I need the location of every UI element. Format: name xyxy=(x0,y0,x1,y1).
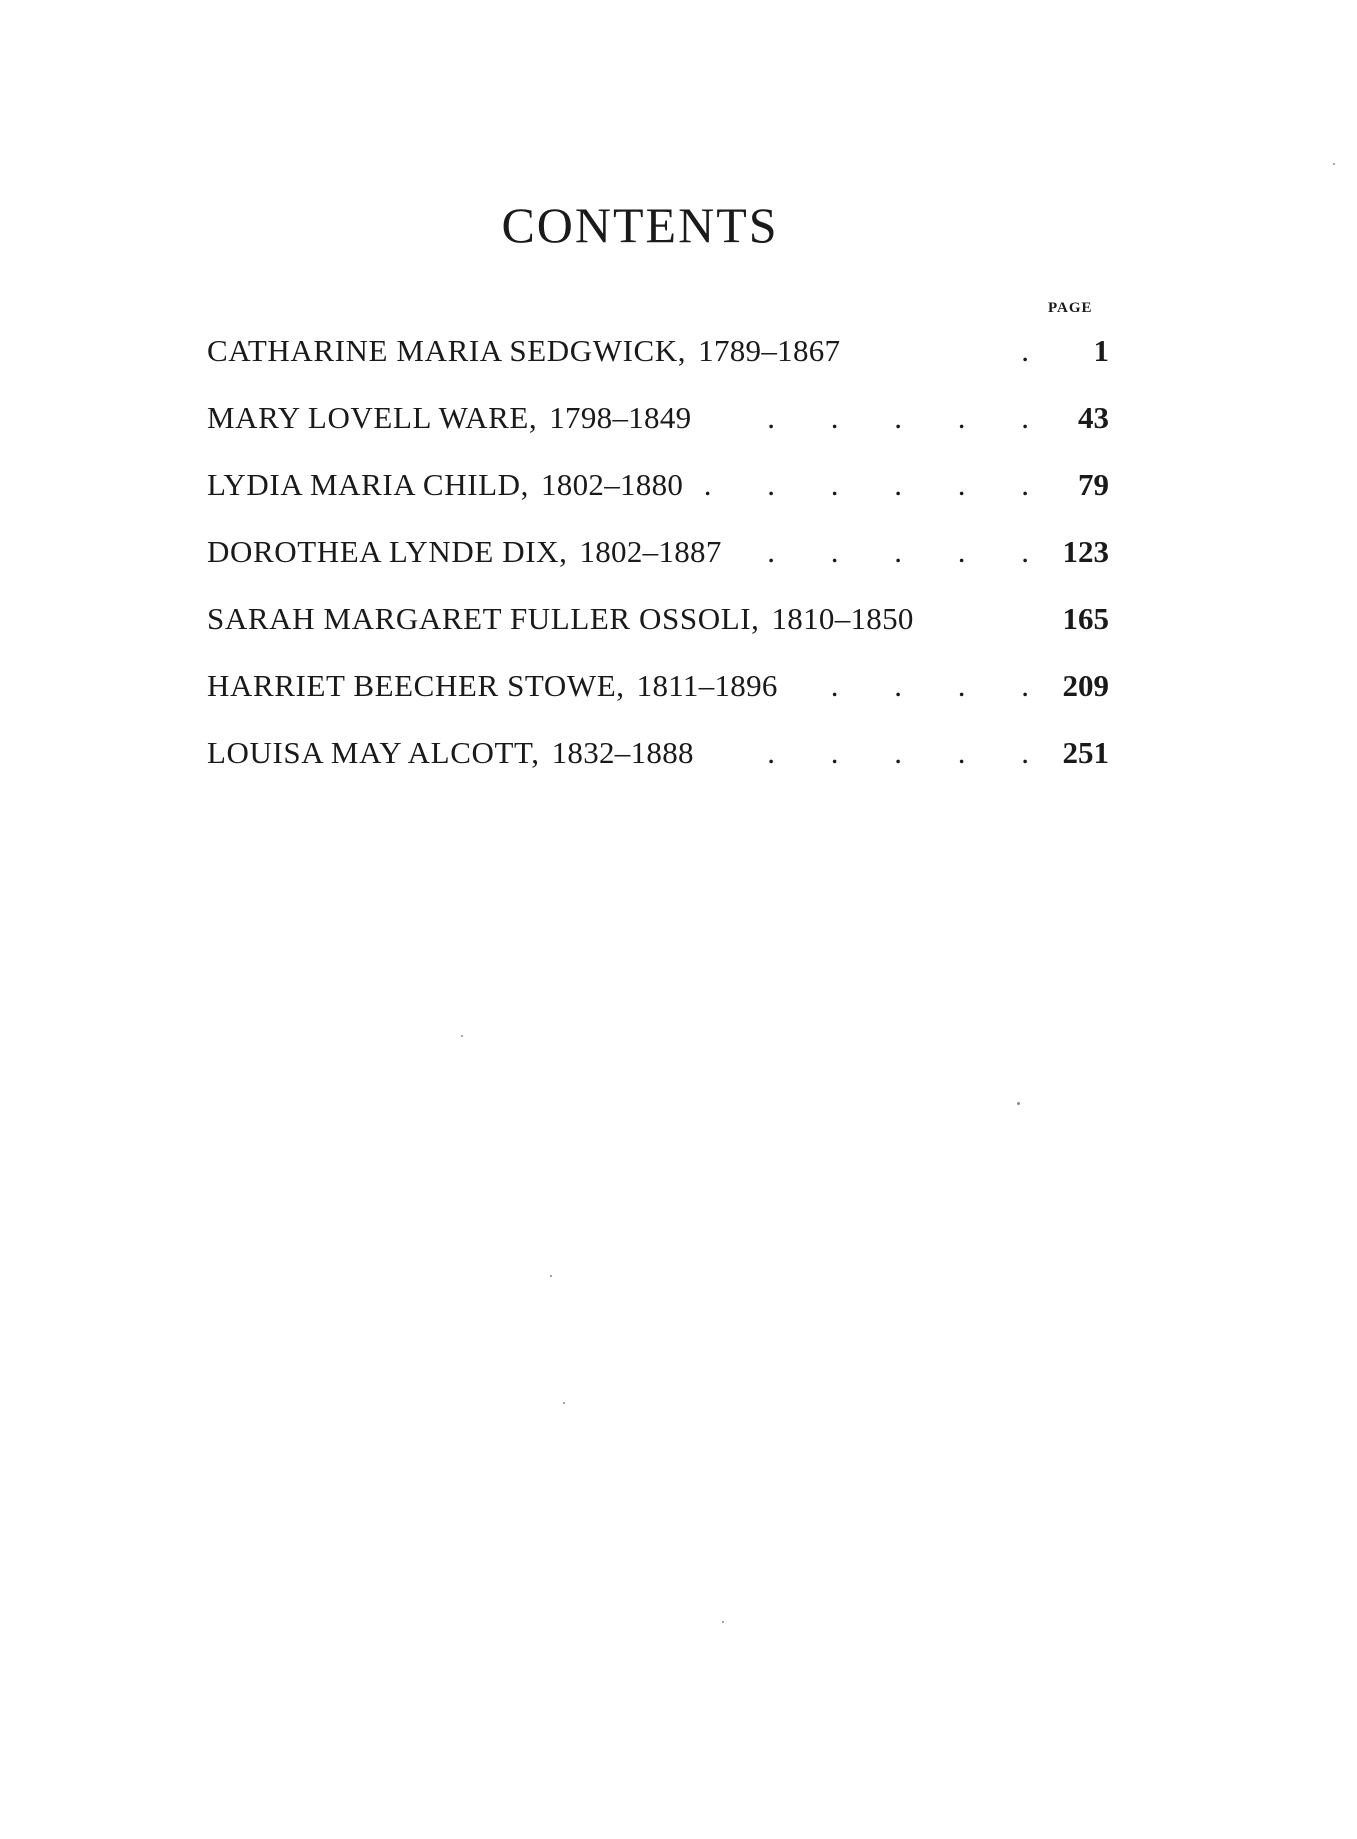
scan-speck xyxy=(1017,1102,1020,1105)
toc-entry-name: HARRIET BEECHER STOWE, xyxy=(207,668,625,703)
toc-entry-dates: 1802–1887 xyxy=(579,534,722,569)
toc-entry-name: SARAH MARGARET FULLER OSSOLI, xyxy=(207,601,760,636)
scan-speck xyxy=(550,1275,552,1277)
toc-entry-page: 251 xyxy=(1062,735,1109,770)
toc-entry xyxy=(207,393,1109,460)
toc-entry-leader: . . . . . xyxy=(767,534,1053,569)
toc-entry-dates: 1811–1896 xyxy=(636,668,778,703)
toc-entry xyxy=(207,594,1109,661)
toc-entry-name: LYDIA MARIA CHILD, xyxy=(207,467,529,502)
toc-entry xyxy=(207,527,1109,594)
toc-entry-dates: 1802–1880 xyxy=(541,467,684,502)
toc-entry-leader: . xyxy=(1021,333,1053,368)
toc-entry xyxy=(207,460,1109,527)
toc-entry-dates: 1832–1888 xyxy=(551,735,694,770)
toc-entry-leader: . . . . xyxy=(830,668,1053,703)
toc-entry-leader: . . . . . . xyxy=(703,467,1053,502)
page-title: CONTENTS xyxy=(501,197,779,253)
toc-entry-name: LOUISA MAY ALCOTT, xyxy=(207,735,540,770)
toc-entry-name: MARY LOVELL WARE, xyxy=(207,400,538,435)
table-of-contents xyxy=(207,326,1109,795)
page-column-header: PAGE xyxy=(1048,300,1093,316)
toc-entry-dates: 1789–1867 xyxy=(698,333,841,368)
toc-entry-page: 165 xyxy=(1062,601,1109,636)
toc-entry-leader: . . . . . xyxy=(767,400,1053,435)
toc-entry-page: 123 xyxy=(1062,534,1109,569)
toc-entry-page: 209 xyxy=(1062,668,1109,703)
scan-speck xyxy=(722,1621,724,1623)
scan-speck xyxy=(1333,163,1335,165)
toc-entry xyxy=(207,326,1109,393)
toc-entry xyxy=(207,661,1109,728)
scan-speck xyxy=(461,1035,463,1037)
toc-entry-leader: . . . . . xyxy=(767,735,1053,770)
toc-entry-name: CATHARINE MARIA SEDGWICK, xyxy=(207,333,687,368)
scan-speck xyxy=(563,1402,565,1404)
toc-entry-page: 43 xyxy=(1078,400,1109,435)
toc-entry-dates: 1798–1849 xyxy=(549,400,692,435)
toc-entry-dates: 1810–1850 xyxy=(771,601,914,636)
toc-entry xyxy=(207,728,1109,795)
toc-entry-page: 1 xyxy=(1093,333,1109,368)
toc-entry-name: DOROTHEA LYNDE DIX, xyxy=(207,534,568,569)
toc-entry-page: 79 xyxy=(1078,467,1109,502)
